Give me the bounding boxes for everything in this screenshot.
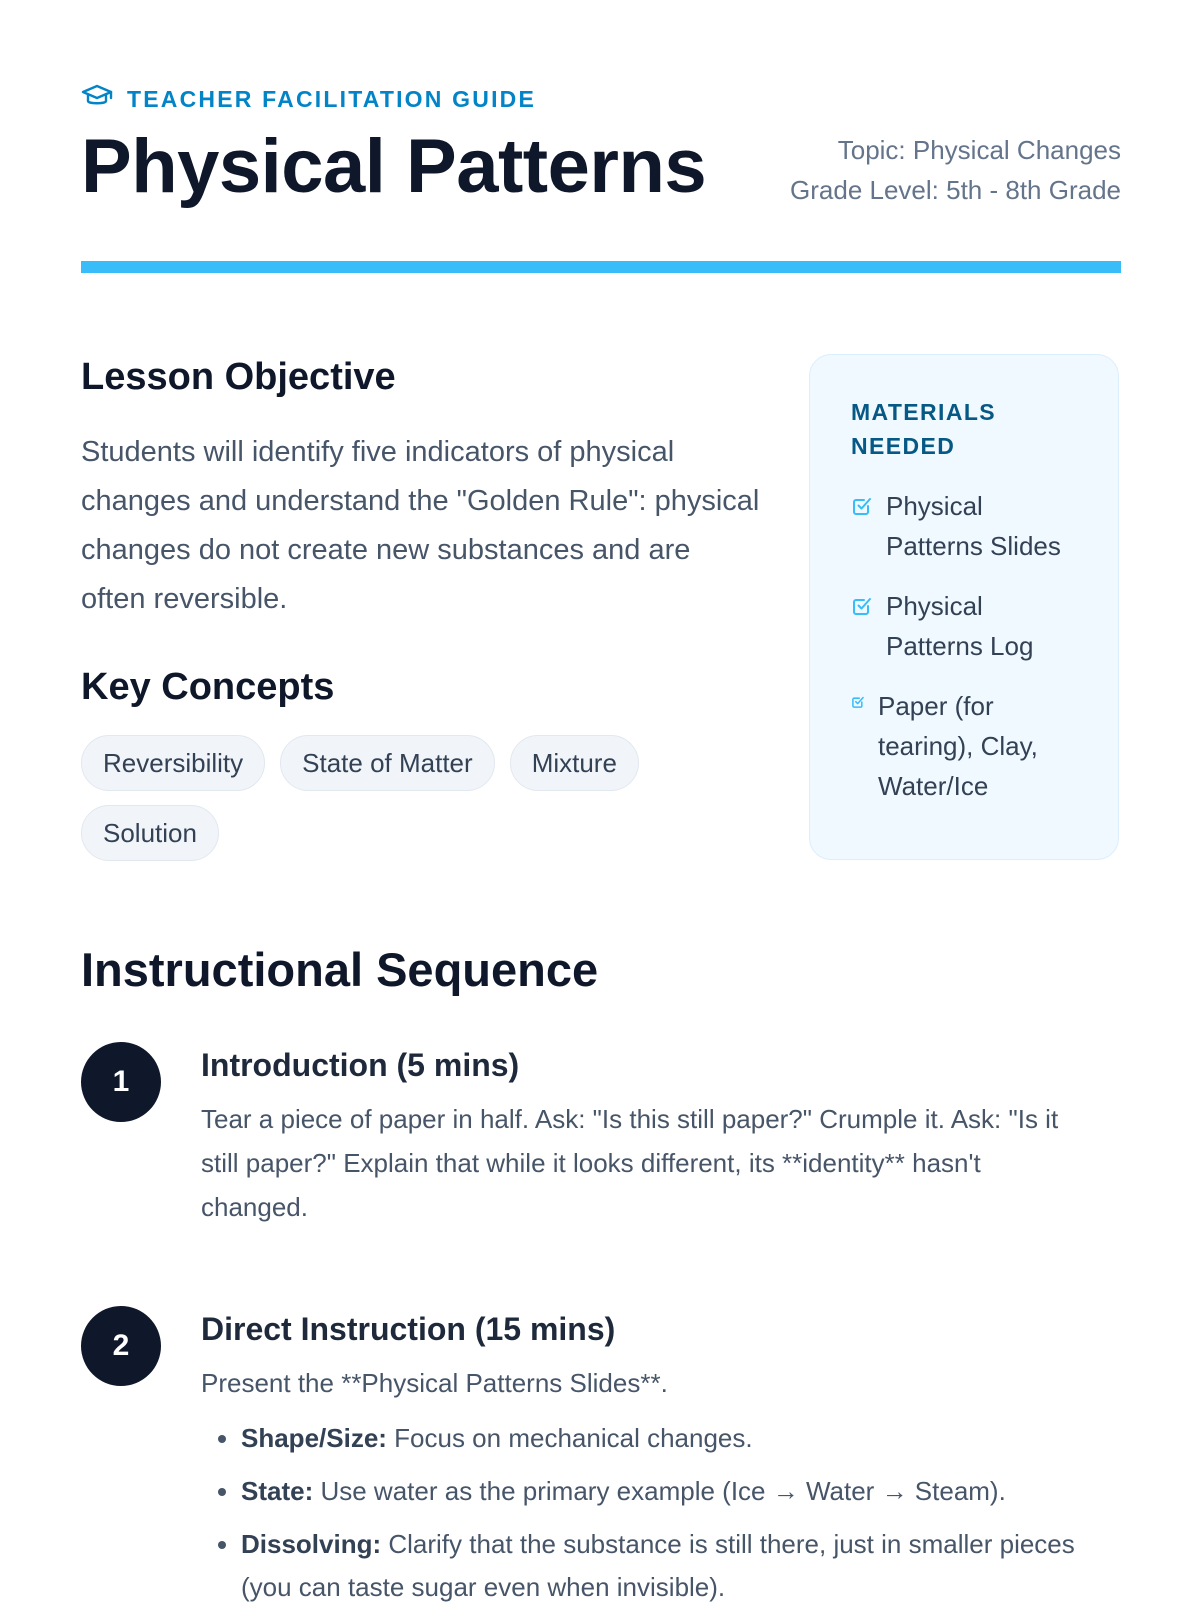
step-body <box>201 1042 1081 1229</box>
step-heading: Direct Instruction (15 mins) <box>201 1311 616 1347</box>
concept-chip: Mixture <box>510 735 639 791</box>
grade-level-label: Grade Level: 5th - 8th Grade <box>790 175 1121 205</box>
lesson-meta <box>790 130 1121 210</box>
bullet-text: Clarify that the substance is still there, just in smaller pieces (you can taste sugar even when invisible). <box>241 1529 1075 1602</box>
bullet-label: Shape/Size: <box>241 1423 387 1453</box>
list-item <box>241 1470 1081 1513</box>
materials-item-label: Physical Patterns Log <box>886 591 1034 661</box>
materials-item-label: Paper (for tearing), Clay, Water/Ice <box>878 691 1038 801</box>
key-concepts-chips <box>81 735 781 861</box>
checkbox-icon <box>851 495 873 522</box>
concept-chip: Reversibility <box>81 735 265 791</box>
sequence-heading: Instructional Sequence <box>81 943 599 996</box>
eyebrow-label: TEACHER FACILITATION GUIDE <box>127 85 537 112</box>
materials-item <box>851 486 1078 566</box>
materials-item <box>851 586 1078 666</box>
concept-chip: Solution <box>81 805 219 861</box>
step-heading: Introduction (5 mins) <box>201 1047 520 1083</box>
step-text: Present the **Physical Patterns Slides**. <box>201 1368 668 1398</box>
step-text: Tear a piece of paper in half. Ask: "Is this still paper?" Crumple it. Ask: "Is it still paper?" Explain that while it looks different, its **identity** hasn't changed. <box>201 1104 1059 1222</box>
graduation-cap-icon <box>81 83 113 115</box>
materials-title: MATERIALS NEEDED <box>851 399 997 459</box>
materials-item-label: Physical Patterns Slides <box>886 491 1061 561</box>
bullet-text: Use water as the primary example (Ice → Water → Steam). <box>313 1476 1006 1506</box>
materials-panel <box>809 354 1119 860</box>
list-item <box>241 1417 1081 1460</box>
step-body <box>201 1306 1081 1619</box>
concept-chip: State of Matter <box>280 735 495 791</box>
materials-item <box>851 686 1078 806</box>
bullet-text: Focus on mechanical changes. <box>386 1423 753 1453</box>
checkbox-icon <box>851 695 865 714</box>
key-concepts-heading: Key Concepts <box>81 666 335 708</box>
bullet-label: State: <box>241 1476 314 1506</box>
objective-text: Students will identify five indicators of physical changes and understand the "Golden Rule": physical changes do not create new substances and are often reversible. <box>81 436 760 615</box>
step-bullet-list <box>201 1417 1081 1609</box>
header-divider <box>81 261 1121 273</box>
step-number-badge: 2 <box>81 1306 161 1386</box>
page-title: Physical Patterns <box>81 124 707 209</box>
objective-heading: Lesson Objective <box>81 356 396 398</box>
list-item <box>241 1523 1081 1609</box>
bullet-label: Dissolving: <box>241 1529 382 1559</box>
topic-label: Topic: Physical Changes <box>837 135 1121 165</box>
guide-eyebrow <box>81 83 536 115</box>
checkbox-icon <box>851 595 873 622</box>
step-number-badge: 1 <box>81 1042 161 1122</box>
